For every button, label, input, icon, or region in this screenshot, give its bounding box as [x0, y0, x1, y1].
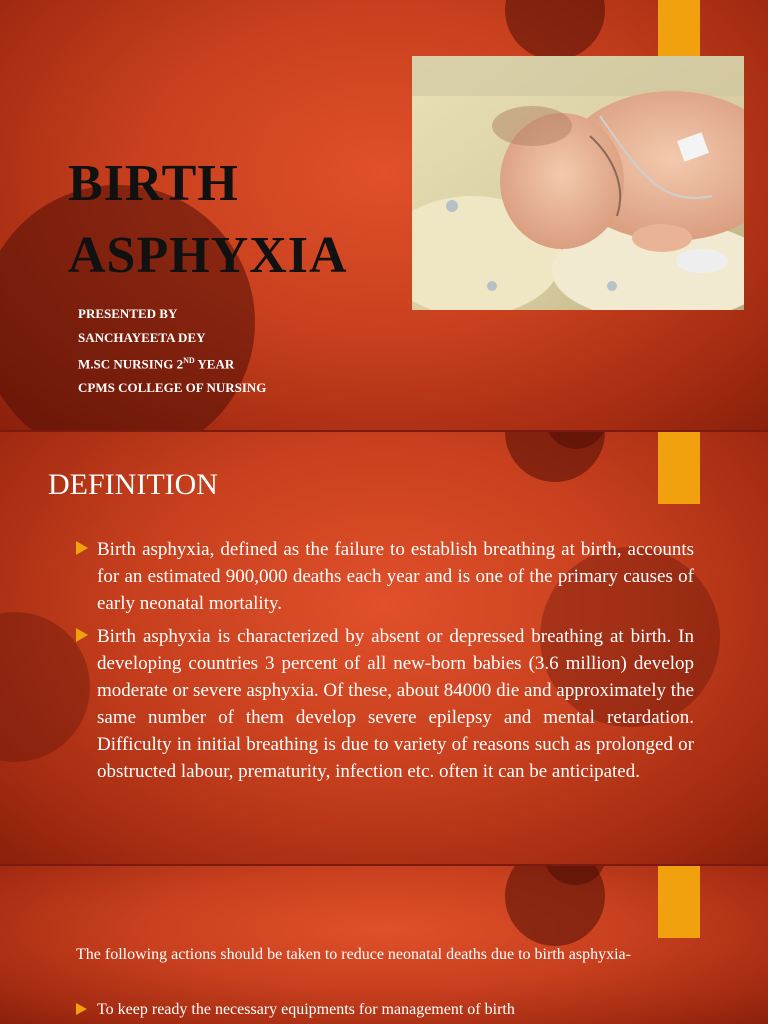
title-line-2: ASPHYXIA	[68, 227, 348, 284]
presenter-course: M.SC NURSING 2ND YEAR	[78, 356, 235, 372]
newborn-photo	[412, 56, 744, 310]
title-slide	[0, 0, 768, 430]
bullet-arrow-icon	[76, 1003, 87, 1015]
decor-circle	[505, 0, 605, 60]
presenter-label: PRESENTED BY	[78, 306, 178, 321]
accent-bar	[658, 0, 700, 56]
actions-intro: The following actions should be taken to reduce neonatal deaths due to birth asphyxia-	[76, 946, 631, 963]
slide-title	[68, 148, 348, 292]
bullet-arrow-icon	[76, 541, 88, 555]
list-item: Birth asphyxia, defined as the failure to establish breathing at birth, accounts for an estimated 900,000 deaths each year and is one of the primary causes of early neonatal mortality.	[76, 536, 694, 617]
definition-slide	[0, 432, 768, 864]
list-item: Birth asphyxia is characterized by absent or depressed breathing at birth. In developing countries 3 percent of all new-born babies (3.6 million) develop moderate or severe asphyxia. Of these, about 84000 die and approximately the same number of them develop severe epilepsy and mental retardation. Difficulty in initial breathing is due to variety of reasons such as prolonged or obstructed labour, prematurity, infection etc. often it can be anticipated.	[76, 623, 694, 785]
title-line-1: BIRTH	[68, 155, 239, 212]
presenter-info	[78, 302, 266, 399]
list-item: To keep ready the necessary equipments for management of birth	[76, 999, 697, 1021]
accent-bar	[658, 866, 700, 938]
bullet-arrow-icon	[76, 628, 88, 642]
definition-bullets	[76, 536, 694, 791]
presenter-college: CPMS COLLEGE OF NURSING	[78, 379, 267, 395]
definition-heading: DEFINITION	[48, 468, 218, 501]
presenter-name: SANCHAYEETA DEY	[78, 329, 206, 345]
accent-bar	[658, 432, 700, 504]
actions-slide	[0, 866, 768, 1024]
